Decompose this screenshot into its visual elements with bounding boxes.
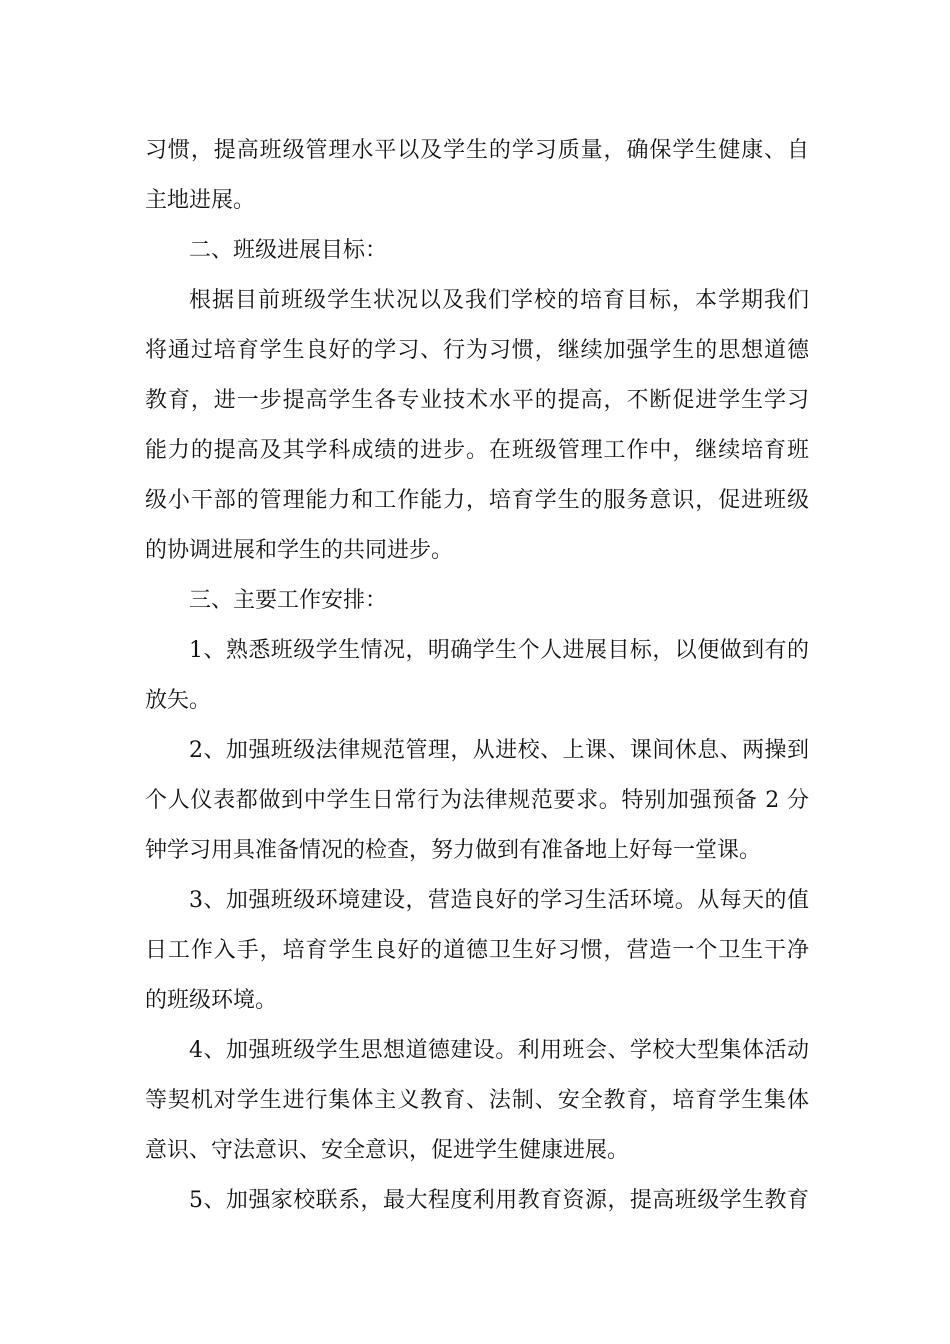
list-item-4-line: 等契机对学生进行集体主义教育、法制、安全教育，培育学生集体 (145, 1088, 809, 1113)
text-line: 级小干部的管理能力和工作能力，培育学生的服务意识，促进班级 (145, 488, 809, 513)
list-item-2-line: 钟学习用具准备情况的检查，努力做到有准备地上好每一堂课。 (145, 838, 762, 863)
list-item-5-line: 5、加强家校联系，最大程度利用教育资源，提高班级学生教育 (189, 1188, 809, 1213)
text-line: 将通过培育学生良好的学习、行为习惯，继续加强学生的思想道德 (145, 338, 809, 363)
text-line: 主地进展。 (145, 188, 256, 213)
document-body (145, 126, 809, 1226)
text-line: 根据目前班级学生状况以及我们学校的培育目标，本学期我们 (189, 288, 809, 313)
list-item-2-line: 个人仪表都做到中学生日常行为法律规范要求。特别加强预备 2 分 (145, 788, 809, 813)
list-item-4-line: 4、加强班级学生思想道德建设。利用班会、学校大型集体活动 (189, 1038, 809, 1063)
list-item-3-line: 3、加强班级环境建设，营造良好的学习生活环境。从每天的值 (189, 888, 809, 913)
list-item-3-line: 日工作入手，培育学生良好的道德卫生好习惯，营造一个卫生干净 (145, 938, 809, 963)
list-item-2-line: 2、加强班级法律规范管理，从进校、上课、课间休息、两操到 (189, 738, 809, 763)
section-heading: 二、班级进展目标： (189, 238, 388, 263)
text-line: 习惯，提高班级管理水平以及学生的学习质量，确保学生健康、自 (145, 138, 809, 163)
list-item-3-line: 的班级环境。 (145, 988, 278, 1013)
list-item-1-line: 放矢。 (145, 688, 212, 713)
list-item-1-line: 1、熟悉班级学生情况，明确学生个人进展目标，以便做到有的 (189, 638, 809, 663)
list-item-4-line: 意识、守法意识、安全意识，促进学生健康进展。 (145, 1138, 630, 1163)
text-line: 能力的提高及其学科成绩的进步。在班级管理工作中，继续培育班 (145, 438, 809, 463)
section-heading: 三、主要工作安排： (189, 588, 388, 613)
text-line: 的协调进展和学生的共同进步。 (145, 538, 454, 563)
text-line: 教育，进一步提高学生各专业技术水平的提高，不断促进学生学习 (145, 388, 809, 413)
